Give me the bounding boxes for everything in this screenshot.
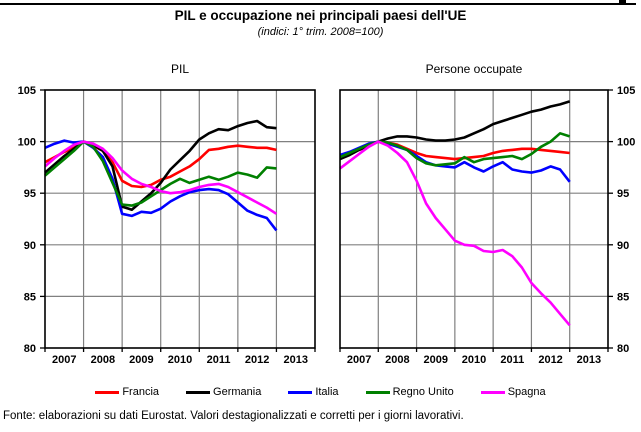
occupate-chart-title: Persone occupate: [425, 62, 523, 76]
y-tick-label: 90: [23, 239, 36, 252]
x-tick-label: 2013: [283, 354, 308, 366]
x-tick-label: 2011: [206, 354, 231, 366]
source-note: Fonte: elaborazioni su dati Eurostat. Valori destagionalizzati e corretti per i giorni lavorativi.: [3, 410, 464, 422]
x-tick-label: 2008: [385, 354, 410, 366]
y-tick-label: 85: [617, 291, 630, 304]
plot-frame: [340, 90, 608, 348]
axis-ticks: [340, 90, 613, 352]
italia-line-swatch: [288, 391, 312, 394]
legend-item-regno-unito: Regno Unito: [366, 386, 454, 398]
germania-line-swatch: [186, 391, 210, 394]
y-tick-label: 80: [23, 343, 36, 355]
y-tick-label: 90: [617, 239, 630, 252]
x-tick-label: 2008: [90, 354, 116, 366]
x-tick-label: 2009: [129, 354, 154, 366]
y-tick-label: 85: [23, 291, 36, 304]
legend-item-spagna: Spagna: [481, 386, 546, 398]
legend: [0, 386, 641, 398]
y-tick-label: 105: [17, 85, 36, 97]
francia-line-swatch: [95, 391, 119, 394]
axis-labels: [347, 85, 635, 366]
x-tick-label: 2007: [346, 354, 372, 366]
legend-item-germania: Germania: [186, 386, 261, 398]
pil-chart-title: PIL: [170, 62, 189, 76]
grid: [340, 90, 608, 348]
page-subtitle: (indici: 1° trim. 2008=100): [257, 26, 384, 38]
page-title: PIL e occupazione nei principali paesi dell'UE: [174, 8, 467, 23]
legend-item-italia: Italia: [288, 386, 338, 398]
x-tick-label: 2009: [423, 354, 448, 366]
y-tick-label: 95: [617, 188, 630, 201]
x-tick-label: 2010: [167, 354, 193, 366]
y-tick-label: 105: [617, 85, 636, 97]
y-tick-label: 100: [17, 136, 36, 149]
y-tick-label: 80: [617, 343, 630, 355]
regno-unito-line-swatch: [366, 391, 390, 394]
legend-item-francia: Francia: [95, 386, 159, 398]
y-tick-label: 95: [23, 188, 36, 201]
x-tick-label: 2010: [461, 354, 487, 366]
x-tick-label: 2007: [52, 354, 77, 366]
x-tick-label: 2012: [538, 354, 563, 366]
x-tick-label: 2011: [500, 354, 525, 366]
y-tick-label: 100: [617, 136, 636, 149]
spagna-line-swatch: [481, 391, 505, 394]
x-tick-label: 2013: [576, 354, 602, 366]
x-tick-label: 2012: [244, 354, 270, 366]
